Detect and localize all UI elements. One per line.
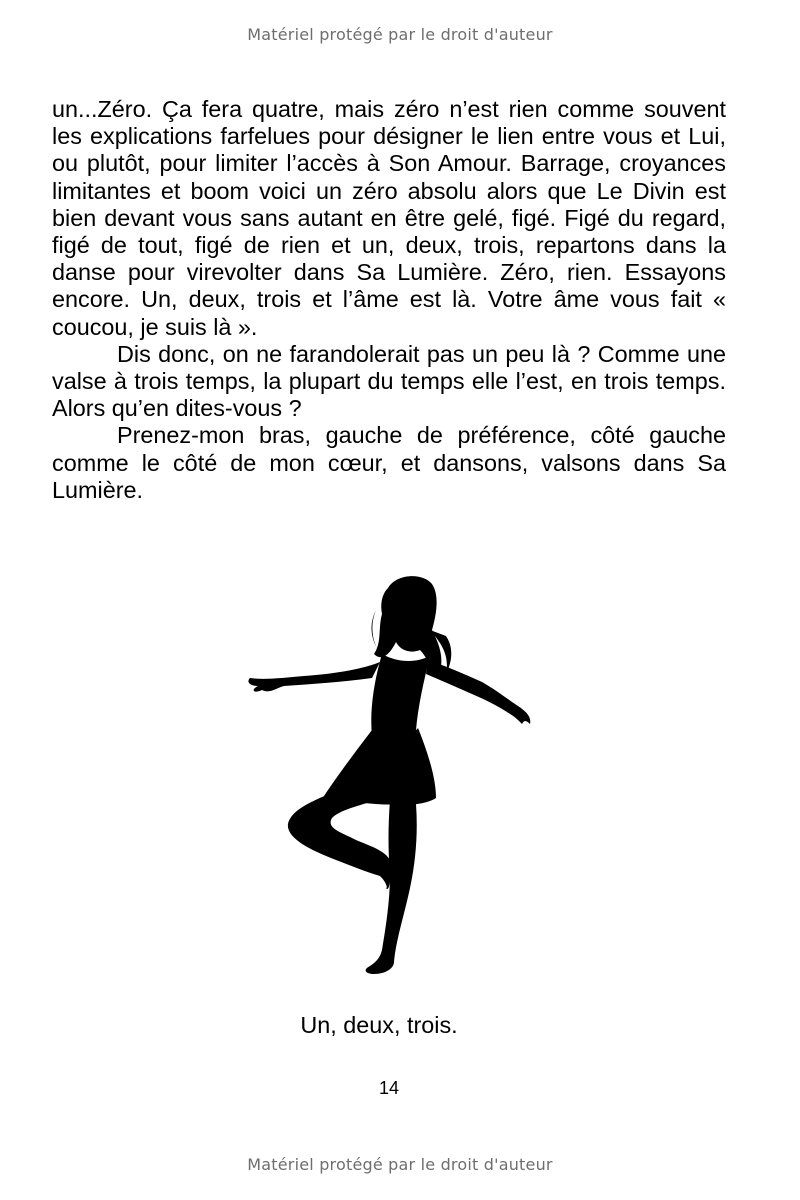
paragraph-1: un...Zéro. Ça fera quatre, mais zéro n’est rien comme souvent les explications farfelues pour désigner le lien entre vous et Lui, ou plutôt, pour limiter l’accès à Son Amour. Barrage, croyances limitantes et boom voici un zéro absolu alors que Le Divin est bien devant vous sans autant en être gelé, figé. Figé du regard, figé de tout, figé de rien et un, deux, trois, repartons dans la danse pour virevolter dans Sa Lumière. Zéro, rien. Essayons encore. Un, deux, trois et l’âme est là. Votre âme vous fait « coucou, je suis là ». xyxy=(52,96,726,340)
copyright-watermark-top: Matériel protégé par le droit d'auteur xyxy=(247,25,553,44)
body-text xyxy=(52,96,726,504)
page-number: 14 xyxy=(378,1078,400,1098)
dancer-left-arm xyxy=(248,662,380,692)
paragraph-3: Prenez-mon bras, gauche de préférence, côté gauche comme le côté de mon cœur, et dansons, valsons dans Sa Lumière. xyxy=(52,422,726,503)
dancer-silhouette-icon xyxy=(240,570,540,980)
dancer-figure xyxy=(240,570,540,980)
dancer-right-arm xyxy=(426,660,530,724)
dancer-torso xyxy=(371,654,430,739)
copyright-watermark-bottom: Matériel protégé par le droit d'auteur xyxy=(247,1155,553,1174)
dancer-raised-leg xyxy=(288,790,391,889)
paragraph-2: Dis donc, on ne farandolerait pas un peu là ? Comme une valse à trois temps, la plupart du temps elle l’est, en trois temps. Alors qu’en dites-vous ? xyxy=(52,340,726,422)
dancer-standing-leg xyxy=(366,800,417,974)
figure-caption: Un, deux, trois. xyxy=(300,1012,458,1038)
